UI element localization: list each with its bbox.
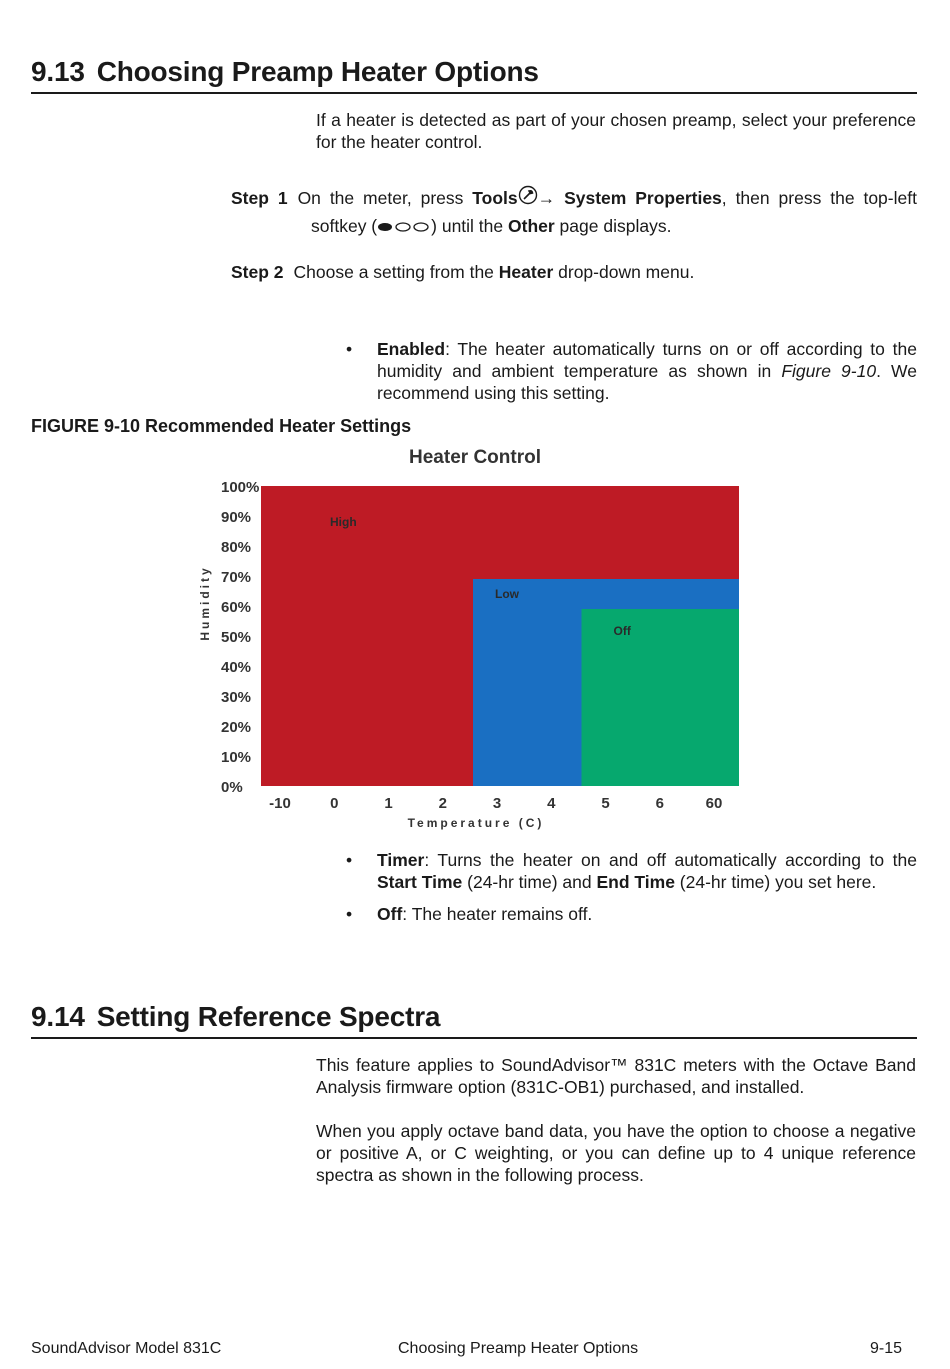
y-axis-label: Humidity <box>198 565 212 641</box>
step-label: Step 1 <box>231 188 288 208</box>
bullet-text: (24-hr time) and <box>462 872 597 892</box>
bullet-dot: • <box>346 850 353 870</box>
heater-control-chart <box>190 440 760 840</box>
bullet-enabled <box>346 338 917 404</box>
bullet-term: Timer <box>377 850 425 870</box>
section-title: Choosing Preamp Heater Options <box>96 56 539 87</box>
step-text: Choose a setting from the <box>293 262 499 282</box>
bullet-text: : The heater remains off. <box>402 904 593 924</box>
x-tick-label: -10 <box>269 795 291 812</box>
region-off <box>582 609 740 786</box>
y-tick-label: 20% <box>221 719 252 736</box>
figure-reference: Figure 9-10 <box>781 361 877 381</box>
bullet-timer <box>346 849 917 893</box>
wrench-icon <box>518 185 538 213</box>
y-tick-label: 0% <box>221 779 243 796</box>
arrow-glyph: → <box>537 188 556 208</box>
step-text: , then press the top-left <box>721 188 917 208</box>
bullet-text: : The heater automatically turns on or off according to the humidity and ambient temperature as shown in <box>377 339 917 381</box>
section-heading-9-14 <box>31 1001 917 1039</box>
intro-paragraph: If a heater is detected as part of your chosen preamp, select your preference for the heater control. <box>316 110 916 152</box>
y-tick-label: 100% <box>221 479 260 496</box>
step-1 <box>231 185 917 241</box>
section-heading-9-13 <box>31 56 917 94</box>
section-number: 9.13 <box>31 56 85 87</box>
section-number: 9.14 <box>31 1001 85 1032</box>
x-tick-label: 1 <box>384 795 393 812</box>
bullet-dot: • <box>346 339 353 359</box>
y-tick-label: 10% <box>221 749 252 766</box>
step-text: ) until the <box>431 216 508 237</box>
x-tick-label: 2 <box>438 795 447 812</box>
x-tick-label: 6 <box>655 795 664 812</box>
chart-title: Heater Control <box>409 447 541 468</box>
x-axis-ticks <box>269 795 722 812</box>
octave-band-paragraph: When you apply octave band data, you have the option to choose a negative or positive A, or C weighting, or you can define up to 4 unique reference spectra as shown in the following process. <box>316 1121 916 1185</box>
x-tick-label: 4 <box>547 795 556 812</box>
footer-center: Choosing Preamp Heater Options <box>398 1340 639 1357</box>
y-tick-label: 60% <box>221 599 252 616</box>
x-tick-label: 0 <box>330 795 339 812</box>
y-tick-label: 40% <box>221 659 252 676</box>
bullet-term: Off <box>377 904 403 924</box>
bullet-term: Enabled <box>377 339 446 359</box>
footer-page-number: 9-15 <box>869 1340 902 1357</box>
other-label: Other <box>508 216 555 237</box>
bullet-dot: • <box>346 904 353 924</box>
x-axis-label: Temperature (C) <box>407 816 545 830</box>
heater-label: Heater <box>498 262 554 282</box>
step-2 <box>231 259 917 286</box>
y-tick-label: 30% <box>221 689 252 706</box>
x-tick-label: 5 <box>601 795 610 812</box>
step-text: page displays. <box>554 216 672 237</box>
chart-regions <box>261 486 739 786</box>
feature-paragraph: This feature applies to SoundAdvisor™ 831C meters with the Octave Band Analysis firmware option (831C-OB1) purchased, and installed. <box>316 1055 916 1097</box>
step-text: On the meter, press <box>297 188 473 208</box>
step-text: drop-down menu. <box>553 262 695 282</box>
y-axis-ticks <box>221 479 259 796</box>
figure-caption: FIGURE 9-10 Recommended Heater Settings <box>31 416 412 436</box>
tools-label: Tools <box>472 188 518 208</box>
region-label-off: Off <box>613 624 631 638</box>
y-tick-label: 90% <box>221 509 252 526</box>
softkey-indicator-icon <box>377 214 431 241</box>
y-tick-label: 70% <box>221 569 252 586</box>
y-tick-label: 50% <box>221 629 252 646</box>
step-label: Step 2 <box>231 262 284 282</box>
y-tick-label: 80% <box>221 539 252 556</box>
region-label-high: High <box>330 515 357 529</box>
x-tick-label: 60 <box>705 795 723 812</box>
step-text: softkey ( <box>311 216 378 237</box>
footer-left: SoundAdvisor Model 831C <box>31 1340 222 1357</box>
end-time-label: End Time <box>596 872 675 892</box>
section-title: Setting Reference Spectra <box>96 1001 441 1032</box>
start-time-label: Start Time <box>377 872 463 892</box>
bullet-text: : Turns the heater on and off automatically according to the <box>424 850 917 870</box>
system-properties-label: System Properties <box>564 188 722 208</box>
x-tick-label: 3 <box>492 795 502 812</box>
bullet-text: . We recommend using this setting. <box>377 361 917 403</box>
region-label-low: Low <box>495 587 519 601</box>
bullet-text: (24-hr time) you set here. <box>674 872 877 892</box>
bullet-off <box>346 903 917 925</box>
